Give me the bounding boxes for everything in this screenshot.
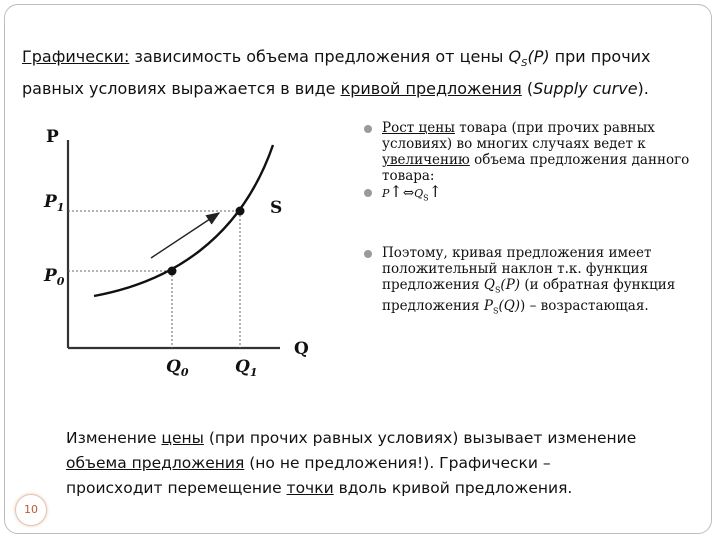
point-initial — [168, 267, 177, 276]
heading-text-4: ). — [637, 79, 649, 99]
bullet-formula: $P↑\Leftrightarrow Q_S↑$ — [362, 184, 702, 207]
q-axis-label: Q — [294, 339, 309, 359]
heading-qs: $Q_S(P)$ — [508, 47, 550, 70]
bottom-note: Изменение цены (при прочих равных условиях) вызывает изменение объема предложения (но не предложения!). Графически – происходит перемещение точки вдоль кривой предложения. — [66, 429, 637, 497]
heading-curve-name: кривой предложения — [340, 79, 522, 99]
bullet-positive-slope: Поэтому, кривая предложения имеет положительный наклон т.к. функция предложения $Q_S(P)$ (и обратная функция предложения $P_S(Q)$) – возрастающая. — [362, 245, 702, 320]
heading-text-1: зависимость объема предложения от цены — [129, 47, 509, 66]
p0-label: $P_0$ — [44, 266, 65, 288]
bullet-list — [362, 120, 702, 320]
movement-arrow — [151, 213, 219, 258]
heading-graphically: Графически: — [22, 47, 130, 66]
bullet-price-rise: Рост цены товара (при прочих равных условиях) во многих случаях ведет к увеличению объема предложения данного товара: — [362, 120, 702, 184]
supply-curve — [94, 145, 273, 296]
heading-text-3: ( — [521, 79, 534, 99]
heading-supply-curve: Supply curve — [533, 79, 638, 99]
curve-label-s: S — [270, 198, 283, 218]
page-number-badge: 10 — [15, 494, 47, 526]
q0-label: $Q_0$ — [166, 357, 189, 379]
q1-label: $Q_1$ — [235, 357, 258, 379]
slide-heading — [22, 44, 702, 101]
point-new — [236, 207, 245, 216]
heading-text-2: при прочих равных условиях выражается в виде — [22, 47, 651, 99]
supply-curve-diagram — [30, 110, 360, 380]
p-axis-label: P — [46, 127, 59, 147]
p1-label: $P_1$ — [44, 192, 65, 214]
